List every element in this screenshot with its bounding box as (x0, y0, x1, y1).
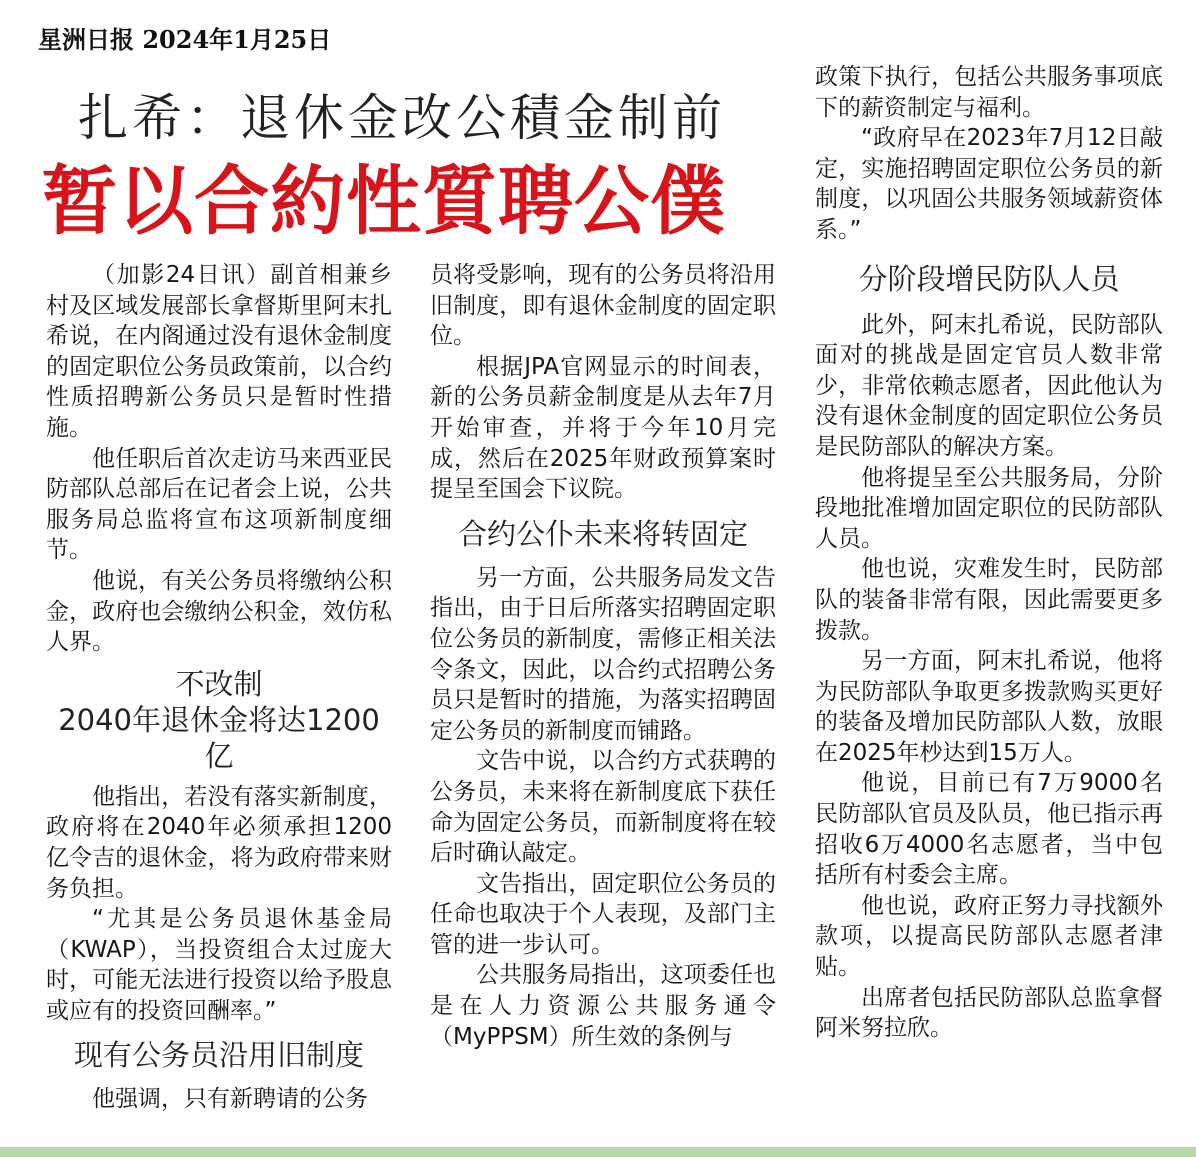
subheading (46, 658, 392, 782)
masthead: 星洲日报 2024年1月25日 (38, 25, 332, 54)
paragraph: 另一方面，公共服务局发文告指出，由于日后所落实招聘固定职位公务员的新制度，需修正相关法令条文，因此，以合约式招聘公务员只是暂时的措施，为落实招聘固定公务员的新制度而铺路。 (430, 564, 776, 744)
paragraph: 他指出，若没有落实新制度，政府将在2040年必须承担1200亿令吉的退休金，将为政府带来财务负担。 (46, 783, 392, 902)
subheading: 分阶段增民防队人员 (858, 261, 1120, 296)
paragraph: 文告中说，以合约方式获聘的公务员，未来将在新制度底下获任命为固定公务员，而新制度将在较后时确认敲定。 (430, 748, 776, 867)
article-column-3 (815, 62, 1163, 1044)
paragraph: 他也说，灾难发生时，民防部队的装备非常有限，因此需要更多拨款。 (815, 556, 1163, 644)
paragraph: 他说，有关公务员将缴纳公积金，政府也会缴纳公积金，效仿私人界。 (46, 567, 392, 656)
paragraph: 公共服务局指出，这项委任也是在人力资源公共服务通令（MyPPSM）所生效的条例与 (430, 962, 776, 1050)
subheading: 现有公务员沿用旧制度 (73, 1038, 364, 1073)
paragraph: 他也说，政府正努力寻找额外款项，以提高民防部队志愿者津贴。 (815, 892, 1163, 981)
paragraph: 出席者包括民防部队总监拿督阿米努拉欣。 (815, 984, 1163, 1042)
paragraph: 他将提呈至公共服务局，分阶段地批准增加固定职位的民防部队人员。 (815, 464, 1163, 552)
paragraph: 他强调，只有新聘请的公务 (92, 1086, 368, 1113)
paragraph: “政府早在2023年7月12日敲定，实施招聘固定职位公务员的新制度，以巩固公共服务领域薪资体系。” (815, 125, 1163, 243)
paragraph: 另一方面，阿末扎希说，他将为民防部队争取更多拨款购买更好的装备及增加民防部队人数，放眼在2025年杪达到15万人。 (815, 648, 1163, 766)
paragraph: （加影24日讯）副首相兼乡村及区域发展部长拿督斯里阿末扎希说，在内阁通过没有退休金制度的固定职位公务员政策前，以合约性质招聘新公务员只是暂时性措施。 (46, 262, 392, 441)
paragraph: 员将受影响，现有的公务员将沿用旧制度，即有退休金制度的固定职位。 (430, 262, 776, 350)
paragraph: “尤其是公务员退休基金局（KWAP），当投资组合太过庞大时，可能无法进行投资以给予股息或应有的投资回酬率。” (46, 906, 392, 1024)
paragraph: 他任职后首次走访马来西亚民防部队总部后在记者会上说，公共服务局总监将宣布这项新制度细节。 (46, 445, 392, 564)
paragraph: 政策下执行，包括公共服务事项底下的薪资制定与福利。 (815, 64, 1163, 121)
subheading-line: 2040年退休金将达1200亿 (58, 702, 380, 773)
article-column-1 (46, 260, 392, 1115)
subheading-line: 不改制 (175, 666, 263, 701)
paragraph: 此外，阿末扎希说，民防部队面对的挑战是固定官员人数非常少，非常依赖志愿者，因此他认为没有退休金制度的固定职位公务员是民防部队的解决方案。 (815, 311, 1163, 460)
kicker-headline: 扎希：退休金改公積金制前 (78, 89, 726, 147)
subheading: 合约公仆未来将转固定 (457, 516, 748, 551)
paragraph: 文告指出，固定职位公务员的任命也取决于个人表现，及部门主管的进一步认可。 (430, 870, 776, 958)
paragraph: 他说，目前已有7万9000名民防部队官员及队员，他已指示再招收6万4000名志愿者，当中包括所有村委会主席。 (815, 770, 1163, 889)
footer-divider (0, 1147, 1196, 1157)
paragraph: 根据JPA官网显示的时间表，新的公务员薪金制度是从去年7月开始审查，并将于今年10月完成，然后在2025年财政预算案时提呈至国会下议院。 (430, 353, 776, 503)
article-column-2 (430, 260, 776, 1052)
main-headline: 暂以合約性質聘公僕 (42, 157, 727, 245)
